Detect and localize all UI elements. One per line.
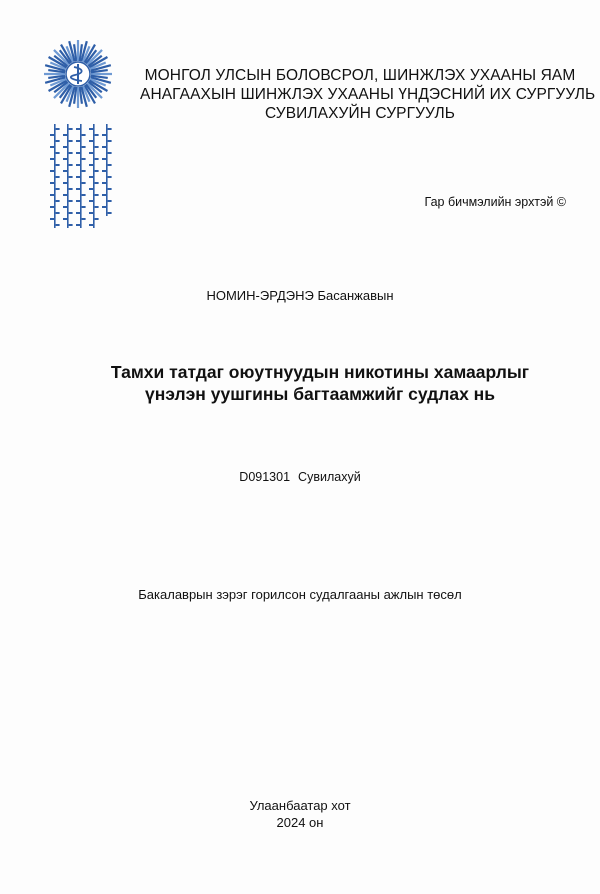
thesis-title-line-1: Тамхи татдаг оюутнуудын никотины хамаарлыг: [110, 362, 530, 382]
place-and-year: [0, 797, 600, 831]
ministry-name: МОНГОЛ УЛСЫН БОЛОВСРОЛ, ШИНЖЛЭХ УХААНЫ ЯАМ: [144, 67, 576, 84]
author-name: НОМИН-ЭРДЭНЭ Басанжавын: [206, 288, 394, 303]
university-emblem-icon: [44, 40, 112, 108]
school-name: СУВИЛАХУЙН СУРГУУЛЬ: [264, 105, 456, 122]
university-name: АНАГААХЫН ШИНЖЛЭХ УХААНЫ ҮНДЭСНИЙ ИХ СУРГУУЛЬ: [140, 86, 596, 103]
ministry-header: [140, 66, 596, 123]
specialty-code: D091301: [239, 470, 291, 484]
year: 2024 он: [276, 815, 324, 830]
city: Улаанбаатар хот: [249, 798, 351, 813]
copyright-notice: Гар бичмэлийн эрхтэй ©: [424, 195, 566, 209]
university-logo: [40, 38, 120, 228]
specialty-line: [0, 470, 600, 484]
thesis-title-line-2: үнэлэн уушгины багтаамжийг судлах нь: [144, 384, 496, 404]
specialty-name: Сувилахуй: [298, 470, 361, 484]
thesis-title: [60, 361, 580, 405]
degree-description: Бакалаврын зэрэг горилсон судалгааны ажлын төсөл: [138, 587, 462, 602]
mongolian-script-text: [50, 124, 112, 228]
